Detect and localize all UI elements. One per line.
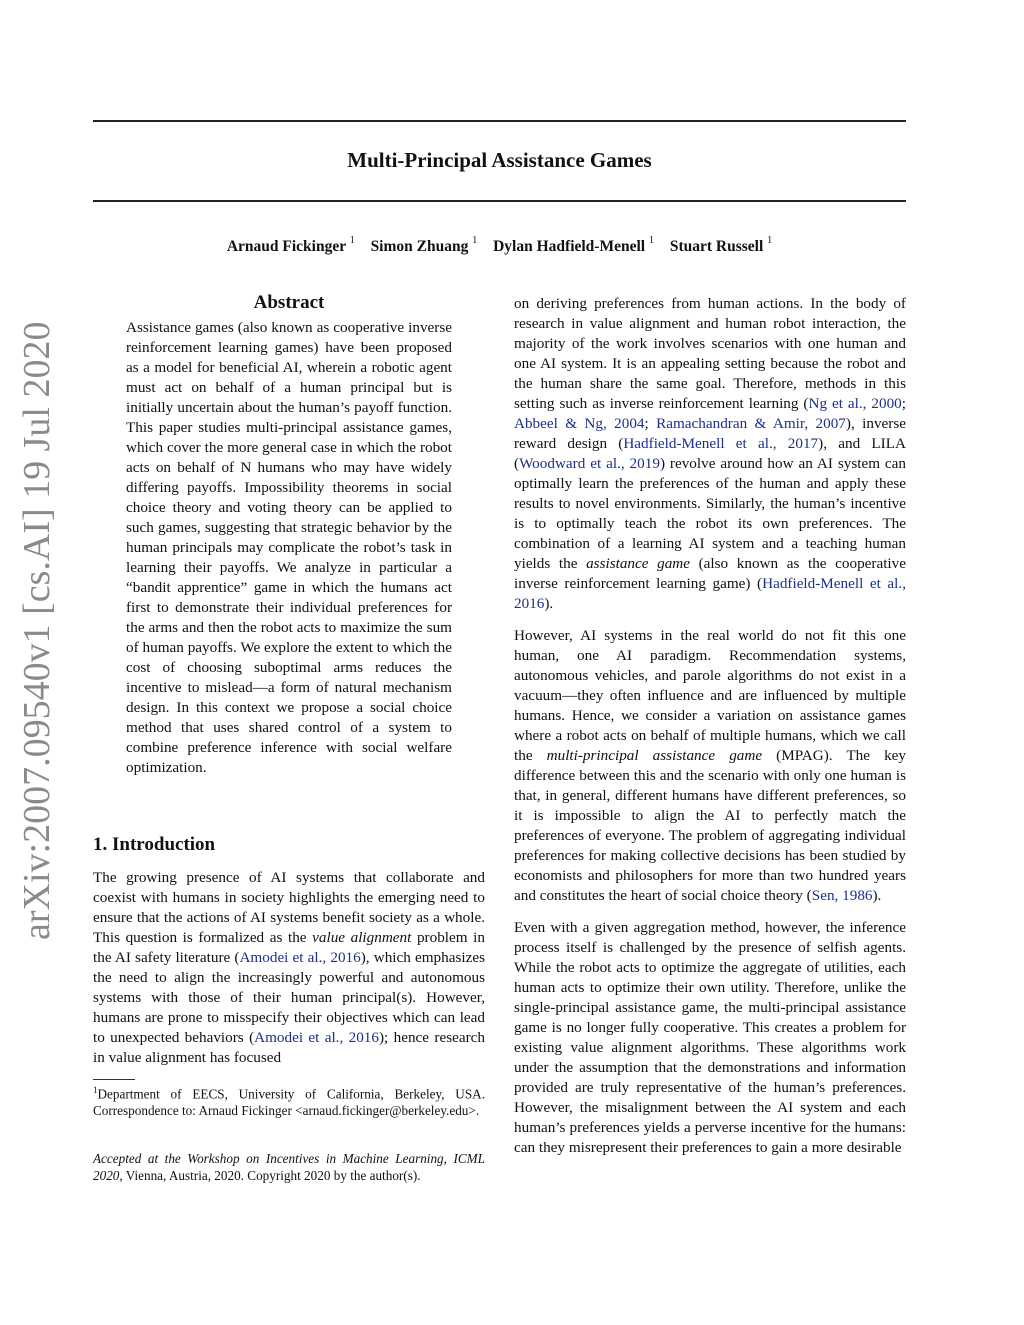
citation-link[interactable]: Ng et al., 2000: [808, 395, 902, 412]
abstract-heading: Abstract: [253, 292, 325, 313]
author: [226, 235, 355, 256]
footnote: [93, 1082, 485, 1119]
title-rule-bottom: [93, 200, 906, 202]
citation-link[interactable]: Hadfield-Menell et al., 2016: [514, 575, 906, 612]
text-run: problem in the AI safety literature (: [93, 929, 485, 966]
arxiv-id: arXiv:2007.09540v1 [cs.AI] 19 Jul 2020: [16, 321, 58, 940]
author-name: Arnaud Fickinger: [226, 238, 346, 256]
text-run: ).: [872, 887, 882, 904]
affiliation-mark: 1: [767, 235, 773, 246]
citation-link[interactable]: Amodei et al., 2016: [254, 1029, 379, 1046]
text-run: ).: [544, 595, 554, 612]
body-paragraph: Even with a given aggregation method, however, the inference process itself is challenged by the presence of selfish agents. While the robot acts to optimize the aggregate of utilities, each human acts to optimize their own utility. Therefore, unlike the single-principal assistance game, the multi-principal assistance game is no longer fully cooperative. This creates a problem for existing value alignment algorithms. These algorithms work under the assumption that the demonstrations and information provided are truly representative of the human’s preferences. However, the misalignment between the AI system and each human’s preferences yields a perverse incentive for the humans: can they misrepresent their preferences to gain a more desirable: [514, 919, 906, 1156]
body-paragraph: [514, 294, 906, 614]
intro-paragraph: [93, 868, 485, 1068]
affiliation-mark: 1: [472, 235, 478, 246]
abstract-section: [126, 292, 452, 778]
author-name: Simon Zhuang: [370, 238, 469, 256]
citation-link[interactable]: Amodei et al., 2016: [239, 949, 361, 966]
venue-note: [93, 1150, 485, 1184]
text-run: ); hence research in value alignment has focused: [93, 1029, 485, 1066]
citation-link[interactable]: Woodward et al., 2019: [519, 455, 660, 472]
right-column: [514, 294, 906, 1170]
text-run: However, AI systems in the real world do not fit this one human, one AI paradigm. Recommendation systems, autonomous vehicles, and parole algorithms do not exist in a vacuum—they often influence and are influenced by multiple humans. Hence, we consider a variation on assistance games where a robot acts on behalf of multiple humans, which we call the: [514, 627, 906, 764]
author-list: [93, 237, 906, 256]
section-heading: 1. Introduction: [93, 834, 216, 855]
text-run: (MPAG). The key difference between this and the scenario with only one human is that, in general, different humans have different preferences, so it is impossible to align the AI to perfectly match the preferences of everyone. The problem of aggregating individual preferences for making collective decisions has been studied by economists and philosophers for more than two hundred years and constitutes the heart of social choice theory (: [514, 747, 906, 904]
citation-link[interactable]: Ramachandran & Amir, 2007: [656, 415, 846, 432]
affiliation-mark: 1: [648, 235, 654, 246]
footnote-text: Department of EECS, University of California, Berkeley, USA. Correspondence to: Arnaud Fickinger <arnaud.fickinger@berkeley.edu>.: [93, 1086, 485, 1119]
text-run: on deriving preferences from human actions. In the body of research in value alignment and human robot interaction, the majority of the work involves scenarios with one human and one AI system. It is an appealing setting because the robot and the human share the same goal. Therefore, methods in this setting such as inverse reinforcement learning (: [514, 295, 906, 412]
author: [669, 235, 773, 256]
introduction-section: [93, 834, 485, 1068]
emphasis-term: multi-principal assistance game: [546, 747, 763, 764]
copyright-text: , Vienna, Austria, 2020. Copyright 2020 by the author(s).: [119, 1168, 421, 1183]
citation-link[interactable]: Abbeel & Ng, 2004: [514, 415, 645, 432]
affiliation-mark: 1: [349, 235, 355, 246]
emphasis-term: value alignment: [312, 929, 412, 946]
text-run: ;: [901, 395, 906, 412]
title-rule-top: [93, 120, 906, 122]
body-paragraph: [514, 626, 906, 906]
author-name: Stuart Russell: [669, 238, 764, 256]
text-run: ), which emphasizes the need to align the increasingly powerful and autonomous systems with those of their human principal(s). However, humans are prone to misspecify their objectives which can lead to unexpected behaviors (: [93, 949, 486, 1046]
text-run: ), and LILA (: [514, 435, 906, 472]
text-run: ), inverse reward design (: [514, 415, 906, 452]
footnote-rule: [93, 1079, 135, 1080]
arxiv-stamp: [14, 321, 60, 940]
footnote-mark: 1: [93, 1085, 98, 1095]
author: [370, 235, 478, 256]
text-run: The growing presence of AI systems that collaborate and coexist with humans in society highlights the emerging need to ensure that the actions of AI systems benefit society as a whole. This question is formalized as the: [93, 869, 485, 946]
venue-name: Accepted at the Workshop on Incentives in Machine Learning, ICML 2020: [93, 1151, 485, 1183]
emphasis-term: assistance game: [586, 555, 691, 572]
author-name: Dylan Hadfield-Menell: [493, 238, 646, 256]
abstract-text: Assistance games (also known as cooperative inverse reinforcement learning games) have been proposed as a model for beneficial AI, wherein a robotic agent must act on behalf of a human principal but is initially uncertain about the human’s payoff function. This paper studies multi-principal assistance games, which cover the more general case in which the robot acts on behalf of N humans who may have widely differing payoffs. Impossibility theorems in social choice theory and voting theory can be applied to such games, suggesting that strategic behavior by the human principals may complicate the robot’s task in learning their payoffs. We analyze in particular a “bandit apprentice” game in which the humans act first to demonstrate their individual preferences for the arms and then the robot acts to maximize the sum of human payoffs. We explore the extent to which the cost of choosing suboptimal arms reduces the incentive to mislead—a form of natural mechanism design. In this context we propose a social choice method that uses shared control of a system to combine preference inference with social welfare optimization.: [126, 319, 452, 776]
citation-link[interactable]: Hadfield-Menell et al., 2017: [623, 435, 819, 452]
paper-title: Multi-Principal Assistance Games: [347, 148, 652, 172]
text-run: ) revolve around how an AI system can optimally learn the preferences of the human and apply these results to novel environments. Similarly, the human’s incentive is to optimally teach the robot its own preferences. The combination of a learning AI system and a teaching human yields the: [514, 455, 906, 572]
text-run: (also known as the cooperative inverse reinforcement learning game) (: [514, 555, 906, 592]
citation-link[interactable]: Sen, 1986: [811, 887, 873, 904]
author: [493, 235, 654, 256]
text-run: ;: [644, 415, 657, 432]
